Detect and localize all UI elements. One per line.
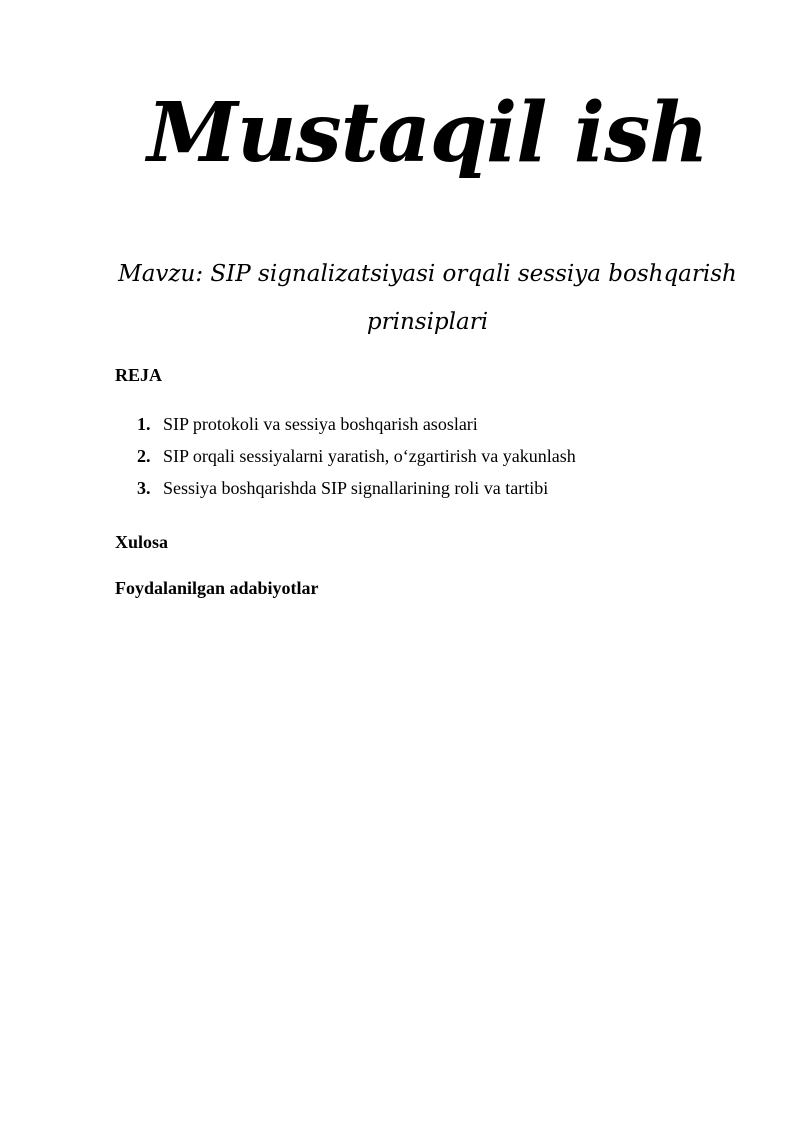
plan-list — [137, 412, 576, 508]
plan-item-number: 1. — [137, 414, 151, 434]
plan-item-text: SIP protokoli va sessiya boshqarish asoslari — [163, 414, 478, 434]
plan-item-2 — [137, 444, 576, 476]
plan-item-number: 2. — [137, 446, 151, 466]
plan-item-number: 3. — [137, 478, 151, 498]
plan-item-1 — [137, 412, 576, 444]
subject-paragraph — [110, 250, 745, 346]
subject-line-2: prinsiplari — [366, 309, 489, 335]
plan-item-text: Sessiya boshqarishda SIP signallarining roli va tartibi — [163, 478, 549, 498]
plan-item-3 — [137, 476, 576, 508]
document-title: Mustaqil ish — [147, 85, 708, 181]
references-heading: Foydalanilgan adabiyotlar — [115, 578, 319, 598]
plan-item-text: SIP orqali sessiyalarni yaratish, o‘zgartirish va yakunlash — [163, 446, 576, 466]
plan-heading: REJA — [115, 365, 163, 385]
conclusion-heading: Xulosa — [115, 532, 169, 552]
subject-line-1: Mavzu: SIP signalizatsiyasi orqali sessiya boshqarish — [118, 261, 737, 287]
